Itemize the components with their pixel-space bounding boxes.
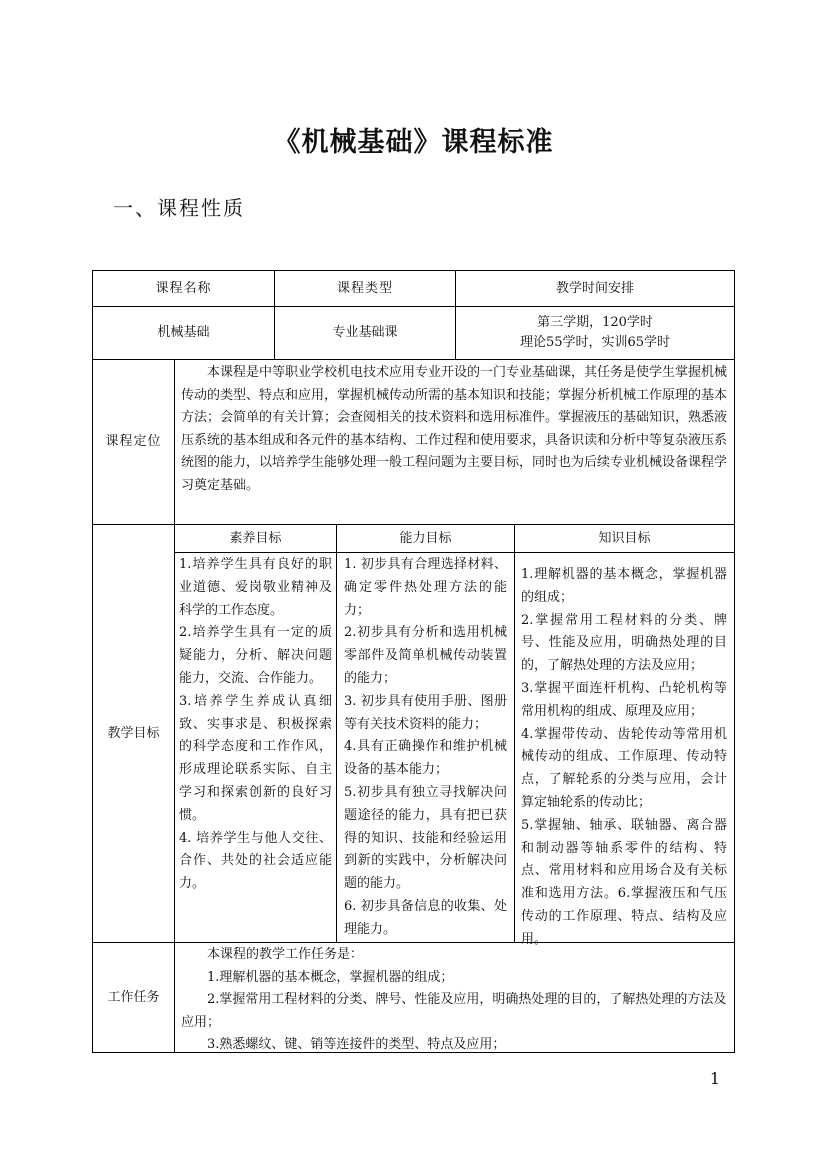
knowledge-goals bbox=[521, 564, 727, 952]
positioning-text: 本课程是中等职业学校机电技术应用专业开设的一门专业基础课，其任务是使学生掌握机械传动的类型、特点和应用，掌握机械传动所需的基本知识和技能；掌握分析机械工作原理的基本方法；会简单的有关计算；会查阅相关的技术资料和选用标准件。掌握液压的基础知识，熟悉液压系统的基本组成和各元件的基本结构、工作过程和使用要求，具备识读和分析中等复杂液压系统图的能力，以培养学生能够处理一般工程问题为主要目标，同时也为后续专业机械设备课程学习奠定基础。 bbox=[181, 365, 728, 493]
row-divider bbox=[93, 359, 734, 360]
list-item: 1.理解机器的基本概念，掌握机器的组成； bbox=[207, 969, 454, 985]
quality-header: 素养目标 bbox=[229, 530, 282, 546]
course-standard-table bbox=[92, 270, 735, 1053]
header-schedule: 教学时间安排 bbox=[555, 280, 634, 296]
list-item: 2.掌握常用工程材料的分类、牌号、性能及应用，明确热处理的目的，了解热处理的方法及应用； bbox=[181, 992, 727, 1030]
col-divider bbox=[336, 524, 337, 942]
page-number: 1 bbox=[709, 1069, 720, 1088]
section-heading: 一、课程性质 bbox=[113, 196, 245, 220]
list-item: 3. 初步具有使用手册、图册等有关技术资料的能力； bbox=[344, 693, 507, 732]
list-item: 1.培养学生具有良好的职业道德、爱岗敬业精神及科学的工作态度。 bbox=[179, 557, 332, 618]
list-item: 4.具有正确操作和维护机械设备的基本能力； bbox=[344, 739, 507, 778]
document-title: 《机械基础》课程标准 bbox=[273, 127, 554, 158]
schedule-line: 理论55学时，实训65学时 bbox=[519, 335, 671, 350]
schedule-value bbox=[456, 307, 734, 359]
course-type-value: 专业基础课 bbox=[332, 325, 398, 340]
course-name-value: 机械基础 bbox=[157, 325, 210, 340]
ability-header: 能力目标 bbox=[399, 530, 452, 546]
list-item: 2.培养学生具有一定的质疑能力，分析、解决问题能力，交流、合作能力。 bbox=[179, 625, 332, 686]
list-item: 6. 初步具备信息的收集、处理能力。 bbox=[344, 898, 507, 937]
list-item: 3.掌握平面连杆机构、凸轮机构等常用机构的组成、原理及应用； bbox=[521, 680, 727, 719]
list-item: 4. 培养学生与他人交往、合作、共处的社会适应能力。 bbox=[179, 830, 332, 892]
tasks-content bbox=[181, 944, 727, 1057]
list-item: 2.初步具有分析和选用机械零部件及简单机械传动装置的能力； bbox=[344, 625, 507, 686]
header-course-type: 课程类型 bbox=[336, 280, 393, 296]
schedule-line: 第三学期，120学时 bbox=[537, 315, 653, 330]
quality-goals bbox=[179, 554, 332, 896]
list-item: 1. 初步具有合理选择材料、确定零件热处理方法的能力； bbox=[344, 557, 507, 618]
list-item: 5.掌握轴、轴承、联轴器、离合器和制动器等轴系零件的结构、特点、常用材料和应用场合及有关标准和选用方法。6.掌握液压和气压传动的工作原理、特点、结构及应用。 bbox=[521, 817, 727, 947]
row-divider bbox=[174, 552, 734, 553]
tasks-label: 工作任务 bbox=[107, 989, 160, 1005]
col-divider bbox=[174, 359, 175, 1052]
objectives-label: 教学目标 bbox=[107, 725, 160, 741]
list-item: 1.理解机器的基本概念，掌握机器的组成； bbox=[521, 567, 727, 605]
list-item: 4.掌握带传动、齿轮传动等常用机械传动的组成、工作原理、传动特点，了解轮系的分类与应用，会计算定轴轮系的传动比； bbox=[521, 726, 727, 810]
list-item: 5.初步具有独立寻找解决问题途径的能力，具有把已获得的知识、技能和经验运用到新的实践中，分析解决问题的能力。 bbox=[344, 784, 507, 892]
list-item: 3.培养学生养成认真细致、实事求是、积极探索的科学态度和工作作风，形成理论联系实际、自主学习和探索创新的良好习惯。 bbox=[179, 693, 332, 823]
ability-goals bbox=[344, 554, 507, 942]
header-course-name: 课程名称 bbox=[155, 280, 212, 296]
tasks-intro: 本课程的教学工作任务是： bbox=[207, 947, 364, 962]
col-divider bbox=[514, 524, 515, 942]
list-item: 2.掌握常用工程材料的分类、牌号、性能及应用，明确热处理的目的，了解热处理的方法及应用； bbox=[521, 612, 727, 674]
list-item: 3.熟悉螺纹、键、销等连接件的类型、特点及应用； bbox=[207, 1037, 506, 1052]
positioning-label: 课程定位 bbox=[105, 434, 162, 449]
knowledge-header: 知识目标 bbox=[598, 530, 651, 546]
